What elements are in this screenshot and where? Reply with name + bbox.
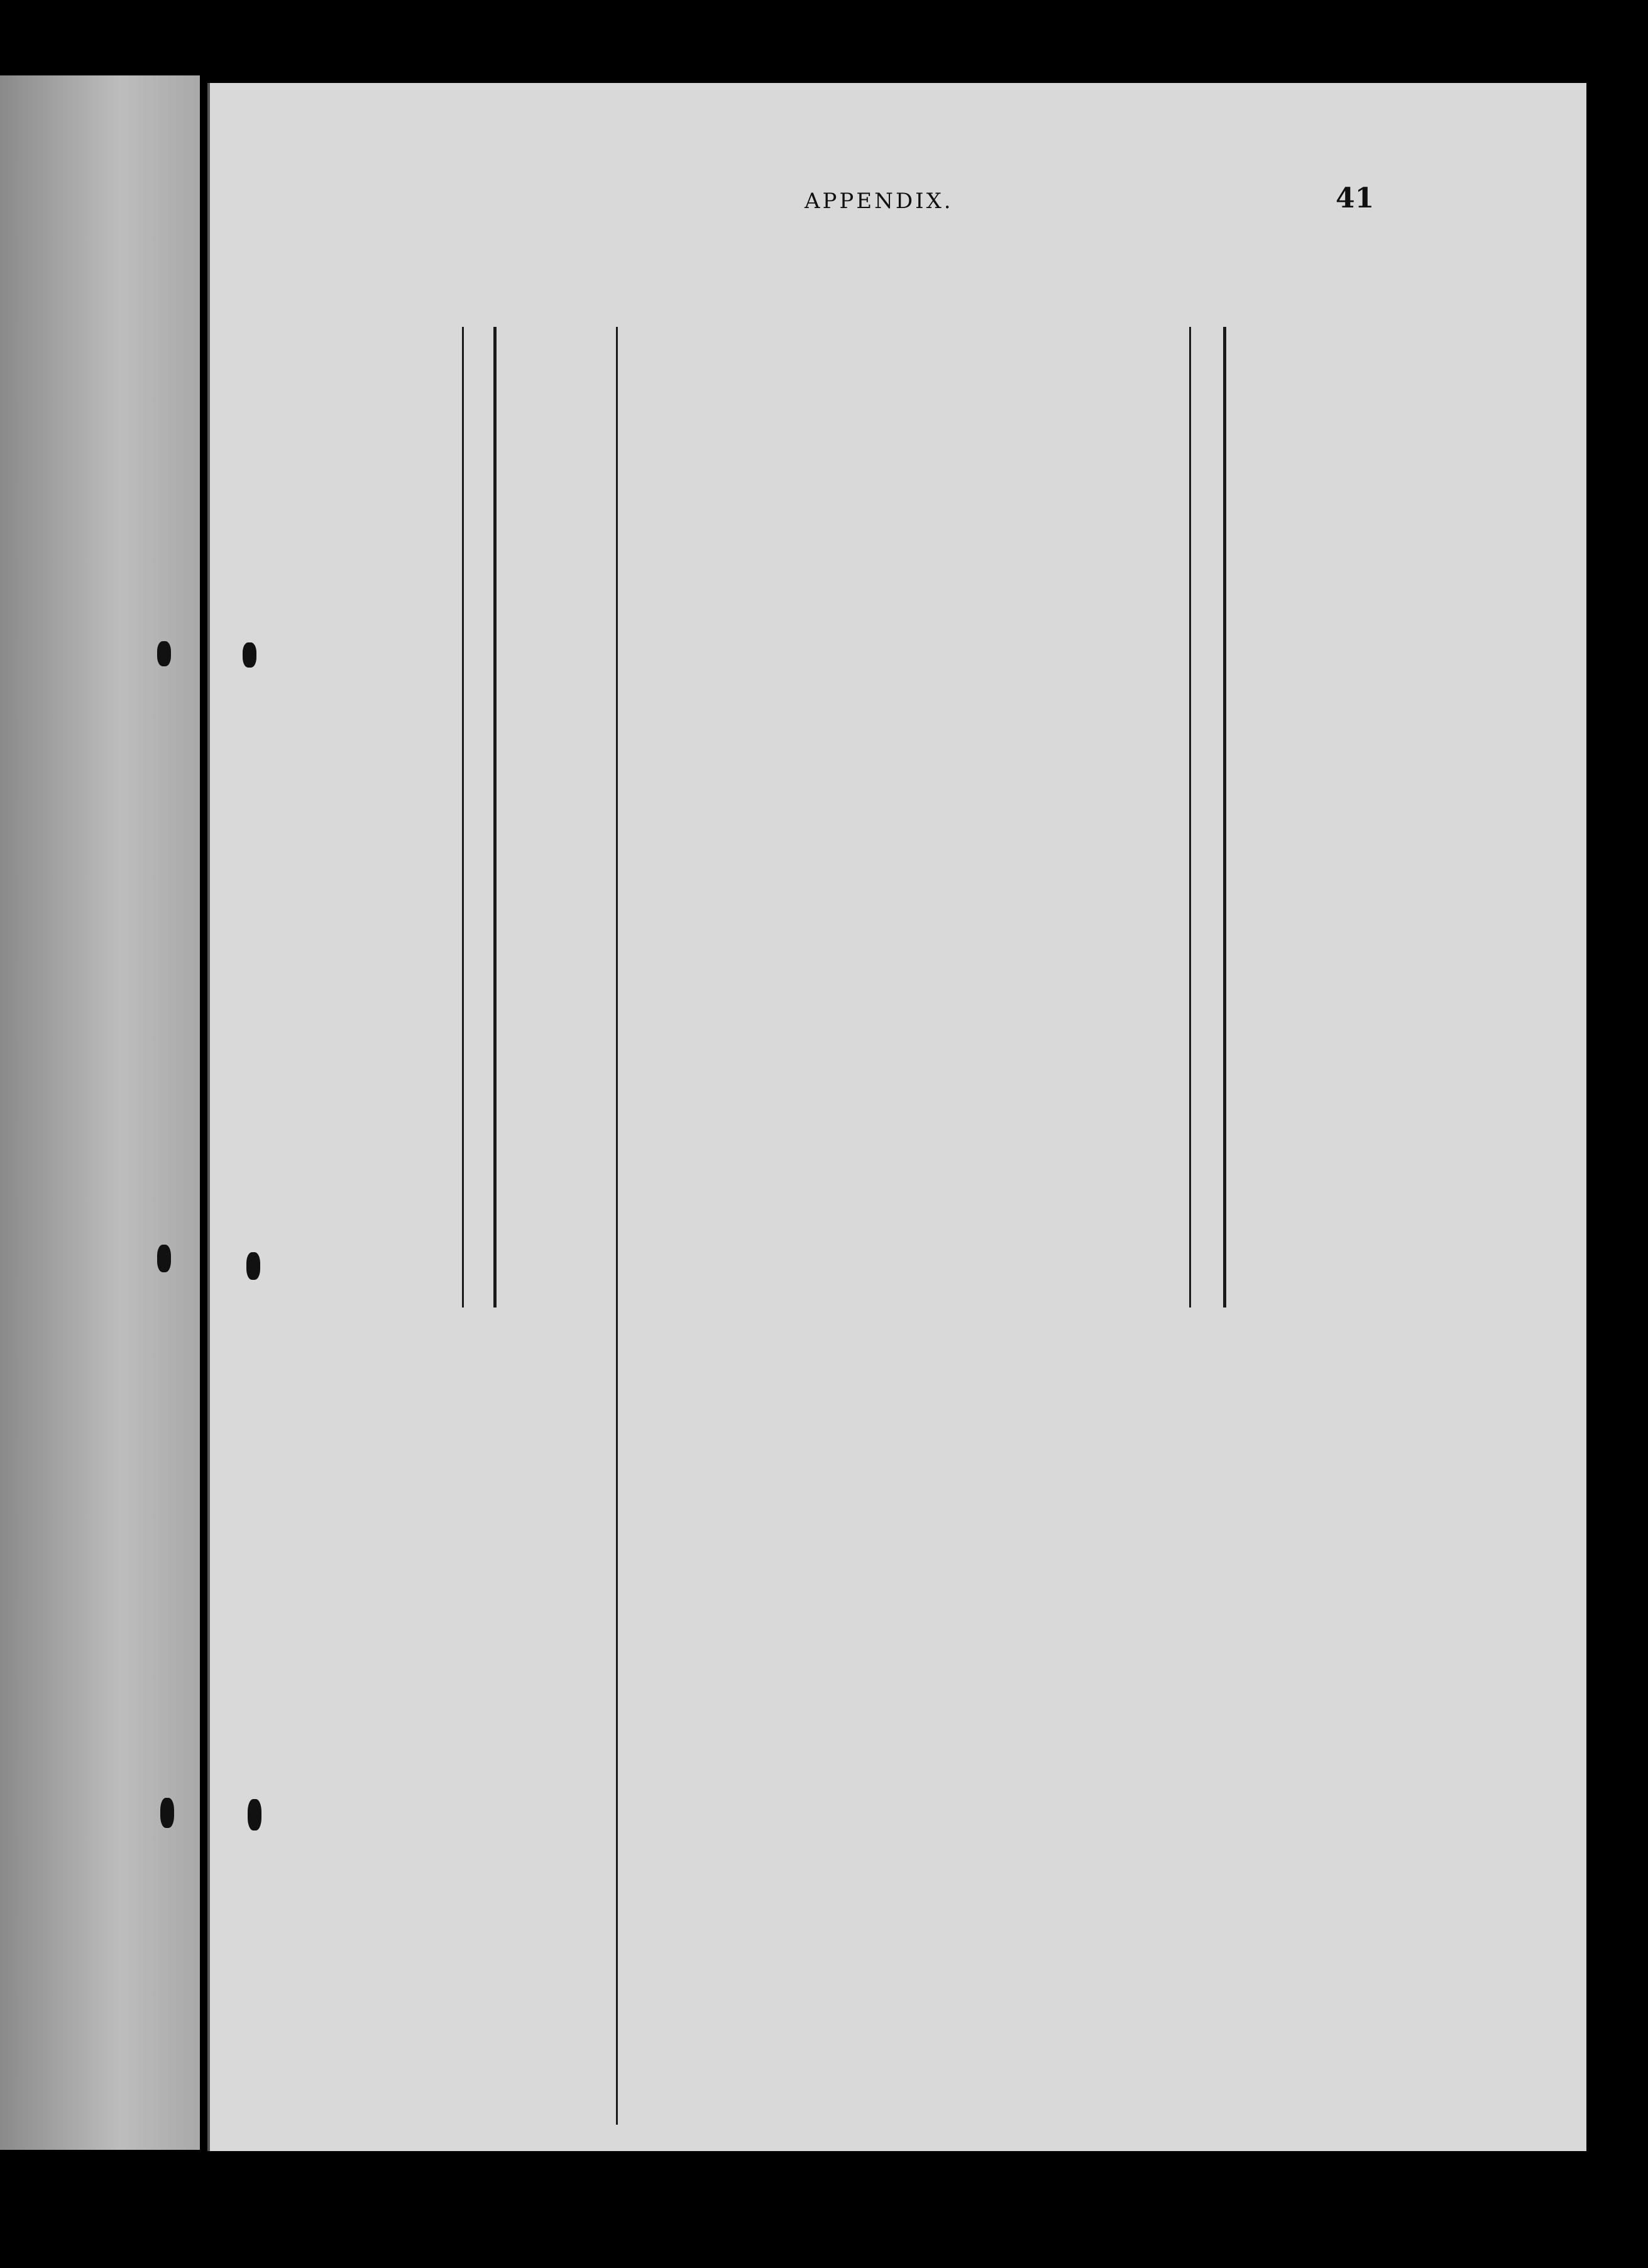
facing-page-edge: [0, 75, 200, 2150]
binding-mark: [246, 1252, 260, 1280]
binding-mark: [157, 1245, 171, 1272]
total-rule: [1189, 327, 1191, 1307]
binding-mark: [160, 1798, 174, 1828]
section-rule: [616, 327, 618, 2125]
total-rule: [462, 327, 464, 1307]
rotated-collections-table: [321, 327, 1376, 2125]
binding-mark: [157, 641, 171, 666]
binding-mark: [243, 642, 256, 668]
page-header-title: APPENDIX.: [805, 189, 953, 214]
total-rule: [1223, 327, 1226, 1307]
binding-mark: [248, 1799, 261, 1830]
page-number: 41: [1336, 182, 1375, 214]
total-rule: [493, 327, 497, 1307]
